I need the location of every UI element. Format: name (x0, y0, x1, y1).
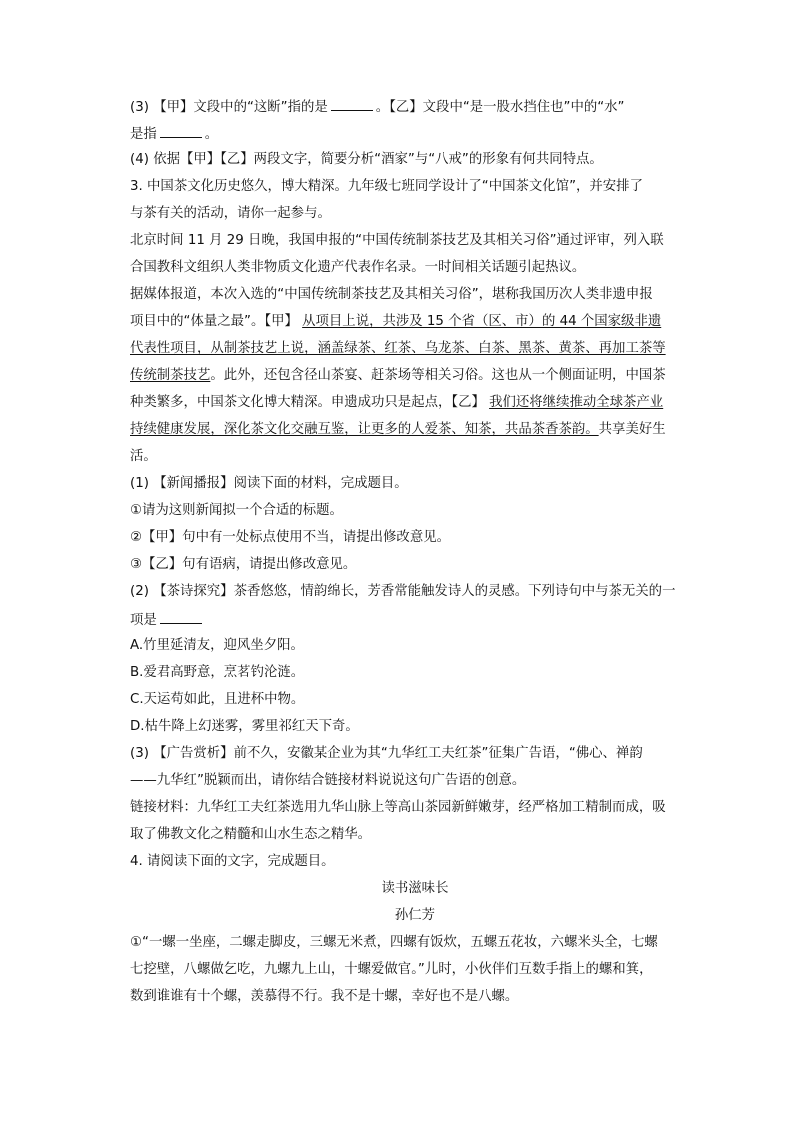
option-d: D.枯牛降上幻迷雾，雾里祁红天下奇。 (130, 719, 359, 734)
sub-question-2-line-1: (2) 【茶诗探究】茶香悠悠，情韵绵长，芳香常能触发诗人的灵感。下列诗句中与茶无关的一 (130, 584, 676, 599)
question-3-intro-line-2: 与茶有关的活动，请你一起参与。 (130, 206, 331, 221)
answer-blank[interactable] (160, 610, 202, 624)
essay-paragraph-line: 数到谁谁有十个螺，羡慕得不行。我不是十螺，幸好也不是八螺。 (130, 989, 519, 1004)
essay-paragraph-line: 七挖壁，八螺做乞吃，九螺九上山，十螺爱做官。”儿时，小伙伴们互数手指上的螺和箕， (130, 962, 653, 977)
underlined-sentence-jia: 代表性项目，从制茶技艺上说，涵盖绿茶、红茶、乌龙茶、白茶、黑茶、黄茶、再加工茶等 (130, 341, 666, 356)
sub-question-2-line-2: 项是 (130, 610, 700, 630)
option-a: A.竹里延清友，迎风坐夕阳。 (130, 638, 304, 653)
news-paragraph-line: 据媒体报道，本次入选的“中国传统制茶技艺及其相关习俗”，堪称我国历次人类非遗申报 (130, 287, 653, 302)
essay-author: 孙仁芳 (394, 908, 436, 923)
sub-question-3-line-2: ——九华红”脱颖而出，请你结合链接材料说说这句广告语的创意。 (130, 773, 526, 788)
news-paragraph-line: 北京时间 11 月 29 日晚，我国申报的“中国传统制茶技艺及其相关习俗”通过评审，列入联 (130, 233, 664, 248)
link-material-line-1: 链接材料：九华红工夫红茶选用九华山脉上等高山茶园新鲜嫩芽，经严格加工精制而成，吸 (130, 800, 666, 815)
underlined-sentence-yi: 我们还将继续推动全球茶产业 (489, 395, 664, 410)
underlined-sentence-yi: 持续健康发展，深化茶文化交融互鉴，让更多的人爱茶、知茶，共品茶香茶韵。 (130, 422, 599, 437)
sub-question-1-b: ②【甲】句中有一处标点使用不当，请提出修改意见。 (130, 530, 450, 545)
sub-question-1-a: ①请为这则新闻拟一个合适的标题。 (130, 503, 343, 518)
essay-paragraph-line: ①“一螺一坐座，二螺走脚皮，三螺无米煮，四螺有饭炊，五螺五花妆，六螺米头全，七螺 (130, 935, 658, 950)
sub-question-3-line-1: (3) 【广告赏析】前不久，安徽某企业为其“九华红工夫红茶”征集广告语，“佛心、禅韵 (130, 746, 643, 761)
option-b: B.爱君高野意，烹茗钓沦涟。 (130, 665, 305, 680)
question-3-part-3-line-1: (3) 【甲】文段中的“这断”指的是 。【乙】文段中“是一股水挡住也”中的“水” (130, 97, 700, 117)
question-3-part-4: (4) 依据【甲】【乙】两段文字，简要分析“酒家”与“八戒”的形象有何共同特点。 (130, 152, 603, 167)
news-paragraph-line: 项目中的“体量之最”。【甲】 从项目上说，共涉及 15 个省（区、市）的 44 个国家级非遗 (130, 314, 662, 329)
news-paragraph-line: 持续健康发展，深化茶文化交融互鉴，让更多的人爱茶、知茶，共品茶香茶韵。共享美好生 (130, 422, 666, 437)
news-paragraph-line: 传统制茶技艺。此外，还包含径山茶宴、赶茶场等相关习俗。这也从一个侧面证明，中国茶 (130, 368, 666, 383)
news-paragraph-line: 种类繁多，中国茶文化博大精深。申遗成功只是起点，【乙】 我们还将继续推动全球茶产业 (130, 395, 664, 410)
question-3-intro-line-1: 3. 中国茶文化历史悠久，博大精深。九年级七班同学设计了“中国茶文化馆”，并安排了 (130, 179, 643, 194)
underlined-sentence-jia: 从项目上说，共涉及 15 个省（区、市）的 44 个国家级非遗 (302, 314, 662, 329)
link-material-line-2: 取了佛教文化之精髓和山水生态之精华。 (130, 827, 372, 842)
sub-question-1: (1) 【新闻播报】阅读下面的材料，完成题目。 (130, 476, 408, 491)
underlined-sentence-jia: 传统制茶技艺 (130, 368, 211, 383)
question-3-part-3-line-2: 是指 。 (130, 124, 700, 144)
news-paragraph-line: 合国教科文组织人类非物质文化遗产代表作名录。一时间相关话题引起热议。 (130, 260, 586, 275)
essay-title: 读书滋味长 (381, 881, 449, 896)
sub-question-1-c: ③【乙】句有语病，请提出修改意见。 (130, 557, 357, 572)
answer-blank[interactable] (331, 97, 373, 111)
question-4: 4. 请阅读下面的文字，完成题目。 (130, 854, 335, 869)
news-paragraph-line: 活。 (130, 449, 157, 464)
answer-blank[interactable] (160, 124, 202, 138)
option-c: C.天运苟如此，且进杯中物。 (130, 692, 305, 707)
